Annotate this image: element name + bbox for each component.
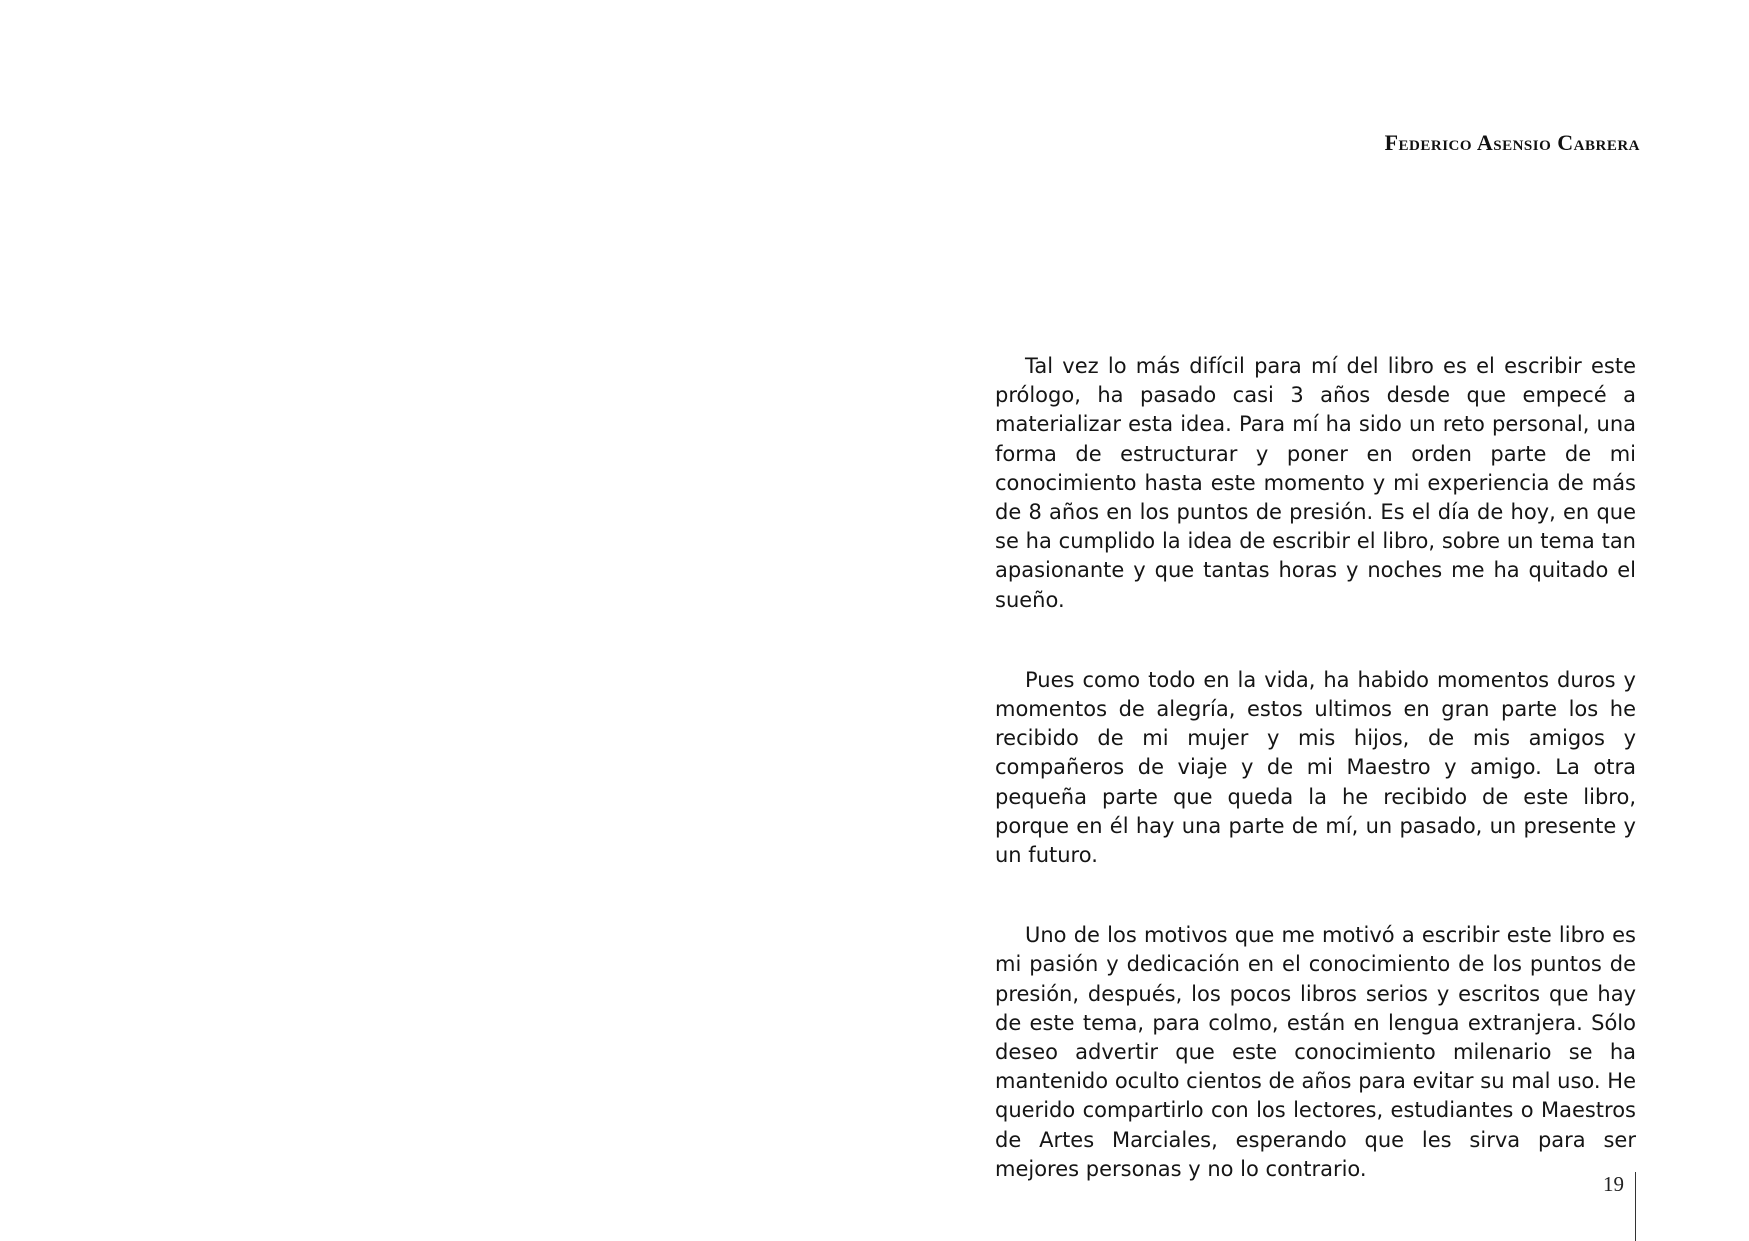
paragraph-3: Uno de los motivos que me motivó a escribir este libro es mi pasión y dedicación en el conocimiento de los puntos de presión, después, los pocos libros serios y escritos que hay de este tema, para colmo, están en lengua extranjera. Sólo deseo advertir que este conocimiento milenario se ha mantenido oculto cientos de años para evitar su mal uso. He querido compartirlo con los lectores, estudiantes o Maestros de Artes Marciales, esperando que les sirva para ser mejores personas y no lo contrario. [995, 923, 1636, 1181]
running-header-author: Federico Asensio Cabrera [1384, 130, 1640, 155]
page-edge-rule [1635, 1172, 1636, 1241]
paragraph-1: Tal vez lo más difícil para mí del libro es el escribir este prólogo, ha pasado casi 3 años desde que empecé a materializar esta idea. Para mí ha sido un reto personal, una forma de estructurar y poner en orden parte de mi conocimiento hasta este momento y mi experiencia de más de 8 años en los puntos de presión. Es el día de hoy, en que se ha cumplido la idea de escribir el libro, sobre un tema tan apasionante y que tantas horas y noches me ha quitado el sueño. [995, 354, 1636, 612]
paragraph-2: Pues como todo en la vida, ha habido momentos duros y momentos de alegría, estos ultimos en gran parte los he recibido de mi mujer y mis hijos, de mis amigos y compañeros de viaje y de mi Maestro y amigo. La otra pequeña parte que queda la he recibido de este libro, porque en él hay una parte de mí, un pasado, un presente y un futuro. [995, 667, 1636, 868]
page-number: 19 [1603, 1172, 1624, 1196]
prologue-text [995, 352, 1636, 1235]
